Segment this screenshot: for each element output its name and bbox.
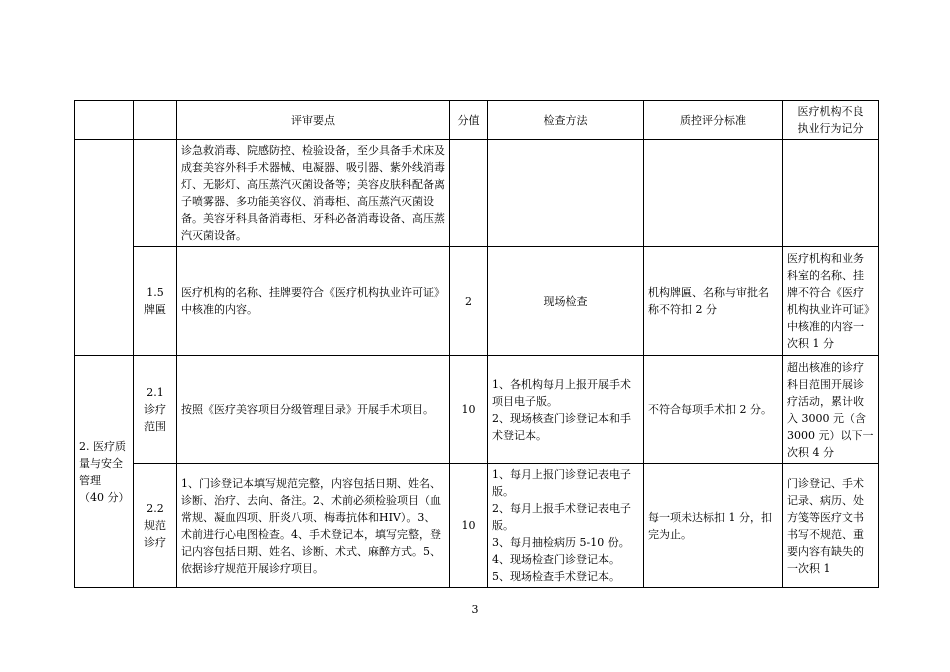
table-row <box>75 464 879 588</box>
bad-record-cell <box>783 140 879 247</box>
review-points-cell: 1、门诊登记本填写规范完整，内容包括日期、姓名、诊断、治疗、去向、备注。2、术前必须检验项目（血常规、凝血四项、肝炎八项、梅毒抗体和HIV）。3、术前进行心电图检查。4、手术登记本，填写完整，登记内容包括日期、姓名、诊断、术式、麻醉方式。5、依据诊疗规范开展诊疗项目。 <box>177 464 450 588</box>
review-points-cell: 按照《医疗美容项目分级管理目录》开展手术项目。 <box>177 356 450 464</box>
standard-cell: 每一项未达标扣 1 分，扣完为止。 <box>644 464 783 588</box>
check-method-cell: 1、各机构每月上报开展手术项目电子版。 2、现场核查门诊登记本和手术登记本。 <box>488 356 644 464</box>
bad-record-cell: 超出核准的诊疗科目范围开展诊疗活动，累计收入 3000 元（含 3000 元）以下一次积 4 分 <box>783 356 879 464</box>
page-number: 3 <box>471 603 479 616</box>
score-cell: 10 <box>450 356 488 464</box>
table-row <box>75 247 879 356</box>
bad-record-cell: 门诊登记、手术记录、病历、处方笺等医疗文书书写不规范、重要内容有缺失的一次积 1 <box>783 464 879 588</box>
check-method-cell <box>488 140 644 247</box>
score-cell: 10 <box>450 464 488 588</box>
review-points-cell: 诊急救消毒、院感防控、检验设备，至少具备手术床及成套美容外科手术器械、电凝器、吸引器、紫外线消毒灯、无影灯、高压蒸汽灭菌设备等；美容皮肤科配备离子喷雾器、多功能美容仪、消毒柜、高压蒸汽灭菌设备。美容牙科具备消毒柜、牙科必备消毒设备、高压蒸汽灭菌设备。 <box>177 140 450 247</box>
score-cell <box>450 140 488 247</box>
header-blank <box>75 101 134 140</box>
header-check-method: 检查方法 <box>488 101 644 140</box>
standard-cell: 机构牌匾、名称与审批名称不符扣 2 分 <box>644 247 783 356</box>
header-standard: 质控评分标准 <box>644 101 783 140</box>
item-cell: 1.5 牌匾 <box>134 247 177 356</box>
score-cell: 2 <box>450 247 488 356</box>
item-cell: 2.2 规范 诊疗 <box>134 464 177 588</box>
check-method-cell: 现场检查 <box>488 247 644 356</box>
header-bad-record: 医疗机构不良 执业行为记分 <box>783 101 879 140</box>
standard-cell: 不符合每项手术扣 2 分。 <box>644 356 783 464</box>
header-blank <box>134 101 177 140</box>
bad-record-cell: 医疗机构和业务科室的名称、挂牌不符合《医疗机构执业许可证》中核准的内容一次积 1 分 <box>783 247 879 356</box>
table-row <box>75 140 879 247</box>
header-score: 分值 <box>450 101 488 140</box>
check-method-cell: 1、每月上报门诊登记表电子版。 2、每月上报手术登记表电子版。 3、每月抽检病历 5-10 份。 4、现场检查门诊登记本。 5、现场检查手术登记本。 <box>488 464 644 588</box>
standard-cell <box>644 140 783 247</box>
review-points-cell: 医疗机构的名称、挂牌要符合《医疗机构执业许可证》中核准的内容。 <box>177 247 450 356</box>
category-cell-continued <box>75 140 134 356</box>
evaluation-table <box>74 100 879 588</box>
item-cell: 2.1 诊疗 范围 <box>134 356 177 464</box>
header-review-points: 评审要点 <box>177 101 450 140</box>
header-row <box>75 101 879 140</box>
table-row <box>75 356 879 464</box>
category-cell: 2. 医疗质量与安全管理 （40 分） <box>75 356 134 588</box>
item-cell-continued <box>134 140 177 247</box>
